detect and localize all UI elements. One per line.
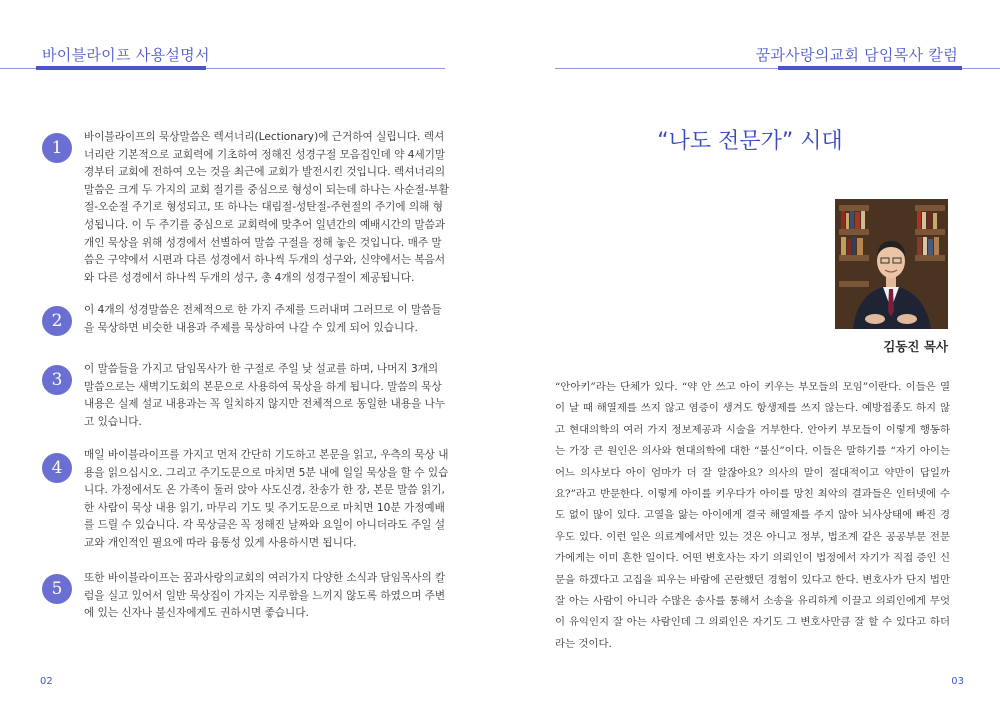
guide-item-text: 매일 바이블라이프를 가지고 먼저 간단히 기도하고 본문을 읽고, 우측의 묵상 내용을 읽으십시오. 그리고 주기도문으로 마치면 5분 내에 일일 묵상을 할 수 있습니다. 가정에서도 온 가족이 둘러 앉아 사도신경, 찬송가 한 장, 본문 말씀 읽기, 한 사람이 묵상 내용 읽기, 마무리 기도 및 주기도문으로 마치면 10분 가정예배를 드릴 수 있습니다. 각 묵상글은 꼭 정해진 날짜와 요일이 아니더라도 주일 설교와 개인적인 필요에 따라 융통성 있게 사용하시면 됩니다. [84,449,449,549]
guide-item-text: 또한 바이블라이프는 꿈과사랑의교회의 여러가지 다양한 소식과 담임목사의 칼럼을 실고 있어서 일반 묵상집이 가지는 지루함을 느끼지 않도록 하였으며 주변에 있는 신자나 불신자에게도 권하시면 좋습니다. [84,572,446,620]
left-header-title: 바이블라이프 사용설명서 [42,46,210,64]
right-page [500,0,1000,709]
right-page-number: 03 [951,676,964,687]
item-number-badge: 3 [42,365,72,395]
left-page-number: 02 [40,676,53,687]
item-number-badge: 5 [42,574,72,604]
left-header-accent-bar [36,66,206,70]
item-number-badge: 2 [42,306,72,336]
pastor-portrait-photo [835,199,948,329]
item-number-badge: 4 [42,453,72,483]
guide-item-text: 이 말씀들을 가지고 담임목사가 한 구절로 주일 낮 설교를 하며, 나머지 3개의 말씀으로는 새벽기도회의 본문으로 사용하여 묵상을 하게 됩니다. 말씀의 묵상 내용은 실제 설교 내용과는 꼭 일치하지 않지만 전체적으로 동일한 내용을 나누고 있습니다. [84,363,446,428]
guide-item-text: 이 4개의 성경말씀은 전체적으로 한 가지 주제를 드러내며 그러므로 이 말씀들을 묵상하면 비슷한 내용과 주제를 묵상하여 나갈 수 있게 되어 있습니다. [84,304,442,334]
item-number-badge: 1 [42,133,72,163]
right-header-accent-bar [778,66,962,70]
portrait-illustration [835,199,948,329]
right-header-title: 꿈과사랑의교회 담임목사 칼럼 [755,46,958,64]
author-name: 김동진 목사 [883,339,948,354]
guide-item-text: 바이블라이프의 묵상말씀은 렉셔너리(Lectionary)에 근거하여 실립니다. 렉셔너리란 기본적으로 교회력에 기초하여 정해진 성경구절 모음집인데 약 4세기말 경부터 교회에 전하여 오는 것을 최근에 교회가 발전시킨 것입니다. 렉셔너리의 말씀은 크게 두 가지의 교회 절기를 중심으로 형성이 되는데 하나는 사순절-부활절-오순절 주기로 형성되고, 또 하나는 대림절-성탄절-주현절의 주기에 의해 형성됩니다. 이 두 주기를 중심으로 교회력에 맞추어 일년간의 예배시간의 말씀과 개인 묵상을 위해 성경에서 선별하여 말씀 구절을 정해 놓은 것입니다. 매주 말씀은 구약에서 시편과 다른 성경에서 하나씩 두개의 성구와, 신약에서는 복음서와 다른 성경에서 하나씩 두개의 성구, 총 4개의 성경구절이 제공됩니다. [84,131,449,284]
column-title: “나도 전문가” 시대 [657,129,843,154]
column-body-text: “안아키”라는 단체가 있다. “약 안 쓰고 아이 키우는 부모들의 모임”이란다. 이들은 열이 날 때 해열제를 쓰지 않고 염증이 생겨도 항생제를 쓰지 않는다. 예방접종도 하지 않고 현대의학의 여러 가지 정보제공과 시술을 거부한다. 안아키 부모들이 이렇게 행동하는 가장 큰 원인은 의사와 현대의학에 대한 “불신”이다. 이들은 말하기를 “자기 아이는 어느 의사보다 아이 엄마가 더 잘 알잖아요? 의사의 말이 절대적이고 약만이 답일까요?”라고 반문한다. 이렇게 아이를 키우다가 아이를 망친 최악의 결과들은 인터넷에 수도 없이 많이 있다. 고열을 앓는 아이에게 결국 해열제를 주지 않아 뇌사상태에 빠진 경우도 있다. 이런 일은 의료계에서만 있는 것은 아니고 정부, 법조계 같은 공공부문 전문가에게는 이미 흔한 일이다. 어떤 변호사는 자기 의뢰인이 법정에서 자기가 직접 증인 신문을 하겠다고 고집을 피우는 바람에 곤란했던 경험이 있다고 한다. 변호사가 단지 법만 잘 아는 사람이 아니라 수많은 송사를 통해서 소송을 유리하게 이끌고 의뢰인에게 무엇이 유익인지 잘 아는 사람인데 그 의뢰인은 자기도 그 변호사만큼 잘 할 수 있다고 하더라는 것이다. [555,381,950,650]
